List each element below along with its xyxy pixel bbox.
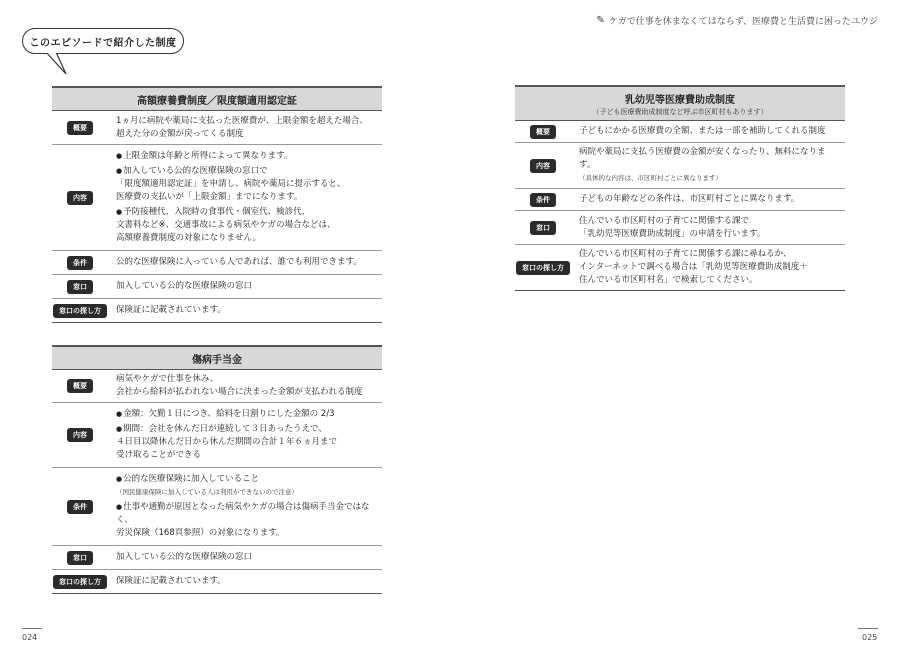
content-line: ４日目以降休んだ日から休んだ期間の合計１年６ヵ月まで: [116, 437, 338, 447]
content-bullet: [116, 150, 378, 163]
row-content: [571, 122, 845, 141]
content-line: 子どもにかかる医療費の全額、または一部を補助してくれる制度: [579, 126, 826, 136]
row-content: [108, 301, 382, 320]
content-line: 予防接種代、入院時の食事代・個室代、検診代、: [123, 207, 311, 217]
row-label-cell: [52, 304, 108, 318]
row-content: [571, 245, 845, 290]
row-label-cell: [52, 121, 108, 135]
row-label-tag: 条件: [530, 193, 556, 207]
row-content: [108, 145, 382, 250]
row-label-cell: [52, 500, 108, 514]
table-row: [52, 403, 382, 468]
table-row: [52, 251, 382, 275]
content-line: 医療費の支払いが「上限金額」までになります。: [116, 192, 303, 202]
row-content: [108, 468, 382, 545]
table-row: [52, 570, 382, 594]
content-bullet: [116, 423, 378, 462]
row-label-tag: 概要: [67, 379, 93, 393]
row-content: [571, 190, 845, 209]
table-row: [52, 468, 382, 546]
table-row: [52, 111, 382, 145]
table-row: [515, 211, 845, 245]
content-line: 「乳幼児等医療費助成制度」の申請を行います。: [579, 228, 766, 239]
table-row: [52, 275, 382, 299]
row-label-cell: [52, 256, 108, 270]
content-note: （国民健康保険に加入している人は利用ができないので注意）: [116, 488, 298, 496]
row-content: [108, 112, 382, 144]
content-line: 公的な医療保険に加入していること: [123, 474, 260, 484]
content-line: 住んでいる市区町村の子育てに関係する課で: [579, 215, 750, 226]
row-label-tag: 窓口: [530, 221, 556, 235]
content-line: 高額療養費制度の対象になりません。: [116, 233, 262, 243]
table-row: [52, 370, 382, 403]
row-label-tag: 窓口: [67, 280, 93, 294]
content-bullet: [116, 206, 378, 245]
row-content: [108, 277, 382, 296]
row-label-tag: 概要: [530, 125, 556, 139]
content-line: 病気やケガで仕事を休み、: [116, 374, 219, 384]
table-row: [52, 546, 382, 570]
speech-bubble: [22, 28, 184, 54]
content-line: 公的な医療保険に入っている人であれば、誰でも利用できます。: [116, 257, 362, 267]
table-row: [515, 121, 845, 143]
content-line: 加入している公的な医療保険の窓口: [116, 281, 253, 291]
table-title: [52, 345, 382, 370]
row-label-tag: 窓口の探し方: [516, 261, 570, 275]
row-label-tag: 概要: [67, 121, 93, 135]
row-label-tag: 窓口の探し方: [53, 304, 107, 318]
row-label-tag: 内容: [67, 428, 93, 442]
row-label-cell: [515, 261, 571, 275]
content-line: 加入している公的な医療保険の窓口: [116, 552, 253, 562]
content-line: 「限度額適用認定証」を申請し、病院や薬局に提示すると、: [116, 179, 346, 189]
content-line: 病院や薬局に支払う医療費の金額が安くなったり、無料になります。: [579, 147, 826, 170]
row-label-tag: 条件: [67, 256, 93, 270]
row-label-cell: [52, 379, 108, 393]
row-label-tag: 窓口の探し方: [53, 575, 107, 589]
table-child-medical-subsidy: [515, 85, 845, 291]
content-line: 子どもの年齢などの条件は、市区町村ごとに異なります。: [579, 194, 800, 204]
row-content: [108, 253, 382, 272]
content-line: 期間：会社を休んだ日が連続して３日あったうえで、: [123, 424, 327, 434]
content-note: （具体的な内容は、市区町村ごとに異なります）: [579, 174, 722, 182]
content-line: 上限金額は年齢と所得によって異なります。: [123, 151, 293, 161]
content-line: 労災保険（168頁参照）の対象になります。: [116, 528, 285, 538]
row-content: [108, 403, 382, 467]
row-label-cell: [52, 280, 108, 294]
table-sickness-allowance: [52, 345, 382, 594]
content-line: 仕事や通勤が原因となった病気やケガの場合は傷病手当金ではなく、: [116, 502, 370, 525]
row-label-cell: [52, 575, 108, 589]
page-rule-right: [858, 628, 878, 629]
table-row: [52, 299, 382, 323]
content-bullet: [116, 473, 378, 499]
row-label-cell: [515, 125, 571, 139]
pen-icon: ✎: [596, 15, 605, 26]
content-line: インターネットで調べる場合は「乳幼児等医療費助成制度＋: [579, 262, 808, 272]
table-row: [52, 145, 382, 251]
content-line: 保険証に記載されています。: [116, 305, 226, 315]
table-title: [52, 86, 382, 111]
page-rule-left: [22, 628, 42, 629]
table-row: [515, 189, 845, 211]
table-title-text: 高額療養費制度／限度額適用認定証: [137, 96, 297, 107]
row-label-cell: [52, 428, 108, 442]
content-line: 金額：欠勤１日につき、給料を日割りにした金額の 2/3: [123, 409, 335, 419]
content-line: 超えた分の金額が戻ってくる制度: [116, 128, 244, 139]
content-bullet: [116, 165, 378, 204]
row-label-tag: 内容: [530, 159, 556, 173]
content-line: 保険証に記載されています。: [116, 576, 226, 586]
row-label-tag: 条件: [67, 500, 93, 514]
row-label-tag: 内容: [67, 191, 93, 205]
running-header: [597, 14, 879, 27]
content-line: 受け取ることができる: [116, 450, 202, 460]
row-label-cell: [515, 159, 571, 173]
speech-bubble-tail: [40, 52, 70, 78]
row-content: [108, 572, 382, 591]
row-content: [571, 212, 845, 244]
content-bullet: [116, 501, 378, 540]
table-title-text: 傷病手当金: [192, 355, 242, 366]
content-line: 加入している公的な医療保険の窓口で: [123, 166, 268, 176]
row-label-cell: [52, 191, 108, 205]
running-header-text: ケガで仕事を休まなくてはならず、医療費と生活費に困ったユウジ: [608, 17, 878, 27]
content-line: 住んでいる市区町村の子育てに関係する課に尋ねるか、: [579, 249, 792, 259]
row-label-cell: [515, 193, 571, 207]
table-row: [515, 143, 845, 189]
speech-bubble-text: このエピソードで紹介した制度: [29, 37, 177, 49]
content-bullet: [116, 408, 378, 421]
row-label-cell: [515, 221, 571, 235]
content-line: 会社から給料が払われない場合に決まった金額が支払われる制度: [116, 387, 363, 397]
table-subtitle: （子ども医療費助成制度など呼ぶ市区町村もあります）: [592, 108, 768, 116]
table-high-cost-medical: [52, 86, 382, 323]
row-label-tag: 窓口: [67, 551, 93, 565]
row-content: [108, 370, 382, 402]
table-title-text: 乳幼児等医療費助成制度: [625, 95, 735, 106]
content-line: 住んでいる市区町村名」で検索してください。: [579, 275, 758, 285]
content-line: 文書料など※、交通事故による病気やケガの場合などは、: [116, 220, 336, 230]
page-number-right: 025: [862, 633, 878, 642]
row-content: [108, 548, 382, 567]
page-number-left: 024: [22, 633, 38, 642]
table-title: [515, 85, 845, 121]
row-label-cell: [52, 551, 108, 565]
table-row: [515, 245, 845, 291]
content-line: 1ヵ月に病院や薬局に支払った医療費が、上限金額を超えた場合、: [116, 115, 368, 126]
row-content: [571, 143, 845, 188]
